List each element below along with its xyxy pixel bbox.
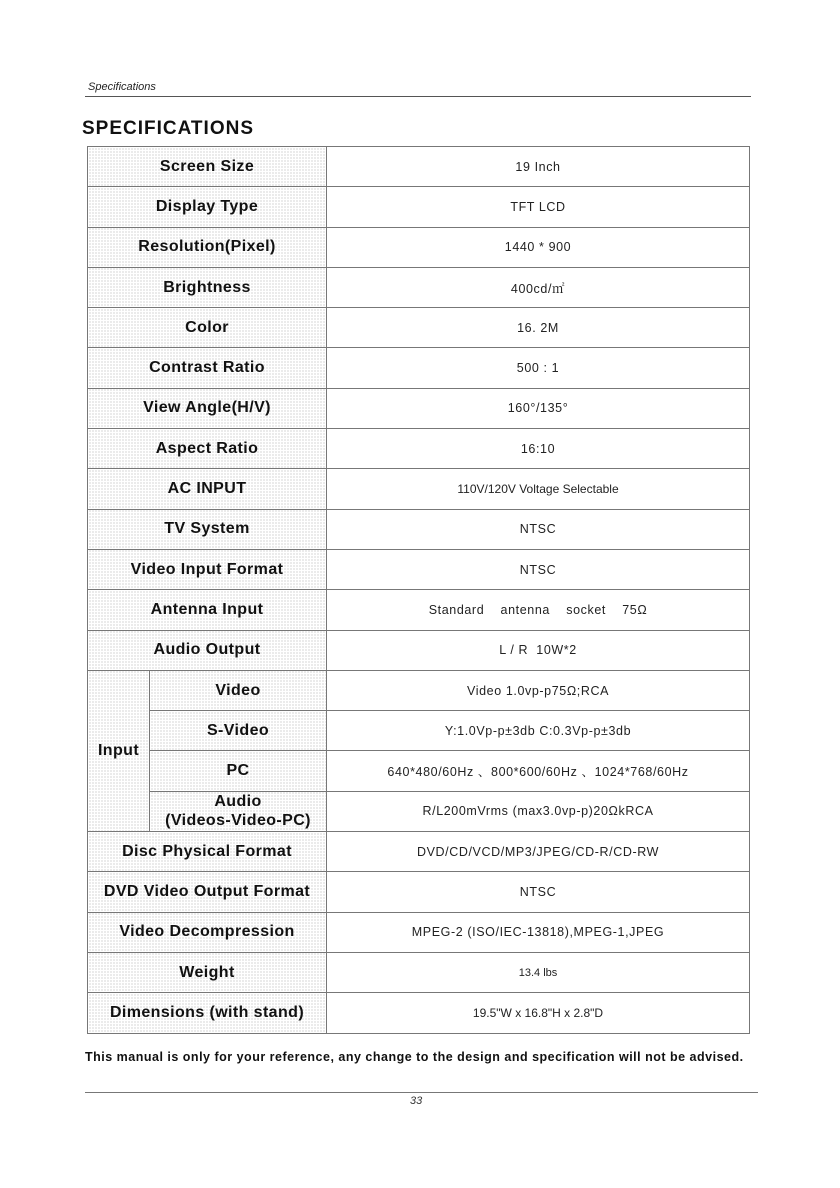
spec-value: 160°/135°	[327, 388, 750, 428]
spec-row-video-decompression	[88, 912, 750, 952]
spec-value: 13.4 lbs	[327, 952, 750, 992]
spec-value: 16:10	[327, 429, 750, 469]
spec-label: Audio Output	[88, 630, 327, 670]
spec-row-contrast-ratio	[88, 348, 750, 388]
spec-row-disc-format	[88, 832, 750, 872]
spec-label: Disc Physical Format	[88, 832, 327, 872]
spec-label: Antenna Input	[88, 590, 327, 630]
spec-label: TV System	[88, 509, 327, 549]
specifications-table	[87, 146, 750, 1034]
spec-value: 400cd/㎡	[327, 267, 750, 307]
spec-label: Color	[88, 308, 327, 348]
spec-row-aspect-ratio	[88, 429, 750, 469]
spec-row-ac-input	[88, 469, 750, 509]
spec-row-color	[88, 308, 750, 348]
spec-label: Video Decompression	[88, 912, 327, 952]
spec-value: L / R 10W*2	[327, 630, 750, 670]
spec-value: NTSC	[327, 549, 750, 589]
spec-value: 1440 * 900	[327, 227, 750, 267]
spec-row-weight	[88, 952, 750, 992]
running-header: Specifications	[88, 81, 156, 93]
spec-label: Video	[150, 670, 327, 710]
spec-value: 640*480/60Hz 、800*600/60Hz 、1024*768/60Hz	[327, 751, 750, 791]
spec-label: Resolution(Pixel)	[88, 227, 327, 267]
input-group-label: Input	[88, 670, 150, 831]
spec-label: Aspect Ratio	[88, 429, 327, 469]
spec-row-video-input-format	[88, 549, 750, 589]
spec-label-audio	[150, 791, 327, 831]
spec-row-dimensions	[88, 993, 750, 1033]
spec-label-line: (Videos-Video-PC)	[165, 812, 311, 830]
spec-label: AC INPUT	[88, 469, 327, 509]
spec-label: Weight	[88, 952, 327, 992]
spec-value: 16. 2M	[327, 308, 750, 348]
spec-value: NTSC	[327, 872, 750, 912]
spec-value: 19.5"W x 16.8"H x 2.8"D	[327, 993, 750, 1033]
spec-value: R/L200mVrms (max3.0vp-p)20ΩkRCA	[327, 791, 750, 831]
spec-label: DVD Video Output Format	[88, 872, 327, 912]
spec-row-tv-system	[88, 509, 750, 549]
spec-row-input-s-video	[88, 711, 750, 751]
spec-row-screen-size	[88, 147, 750, 187]
spec-value: 110V/120V Voltage Selectable	[327, 469, 750, 509]
spec-row-input-audio	[88, 791, 750, 831]
spec-label: S-Video	[150, 711, 327, 751]
page-title: SPECIFICATIONS	[82, 118, 254, 139]
spec-label: Screen Size	[88, 147, 327, 187]
spec-value: Y:1.0Vp-p±3db C:0.3Vp-p±3db	[327, 711, 750, 751]
spec-value: MPEG-2 (ISO/IEC-13818),MPEG-1,JPEG	[327, 912, 750, 952]
spec-value: DVD/CD/VCD/MP3/JPEG/CD-R/CD-RW	[327, 832, 750, 872]
spec-row-view-angle	[88, 388, 750, 428]
spec-label-line: Audio	[214, 793, 262, 811]
page-number: 33	[410, 1095, 423, 1107]
spec-row-antenna-input	[88, 590, 750, 630]
spec-value: Video 1.0vp-p75Ω;RCA	[327, 670, 750, 710]
spec-row-display-type	[88, 187, 750, 227]
spec-label: Dimensions (with stand)	[88, 993, 327, 1033]
spec-label: Video Input Format	[88, 549, 327, 589]
spec-row-brightness	[88, 267, 750, 307]
disclaimer-note: This manual is only for your reference, any change to the design and specification will not be advised.	[85, 1050, 744, 1064]
spec-label: Display Type	[88, 187, 327, 227]
spec-row-audio-output	[88, 630, 750, 670]
spec-value: TFT LCD	[327, 187, 750, 227]
spec-value: 500 : 1	[327, 348, 750, 388]
spec-label: Contrast Ratio	[88, 348, 327, 388]
header-divider	[85, 96, 751, 97]
footer-divider	[85, 1092, 758, 1093]
spec-row-resolution	[88, 227, 750, 267]
spec-label: Brightness	[88, 267, 327, 307]
spec-value: 19 Inch	[327, 147, 750, 187]
spec-row-input-video	[88, 670, 750, 710]
spec-label: PC	[150, 751, 327, 791]
spec-value: NTSC	[327, 509, 750, 549]
spec-row-input-pc	[88, 751, 750, 791]
spec-row-dvd-output-format	[88, 872, 750, 912]
spec-value: Standard antenna socket 75Ω	[327, 590, 750, 630]
spec-label: View Angle(H/V)	[88, 388, 327, 428]
